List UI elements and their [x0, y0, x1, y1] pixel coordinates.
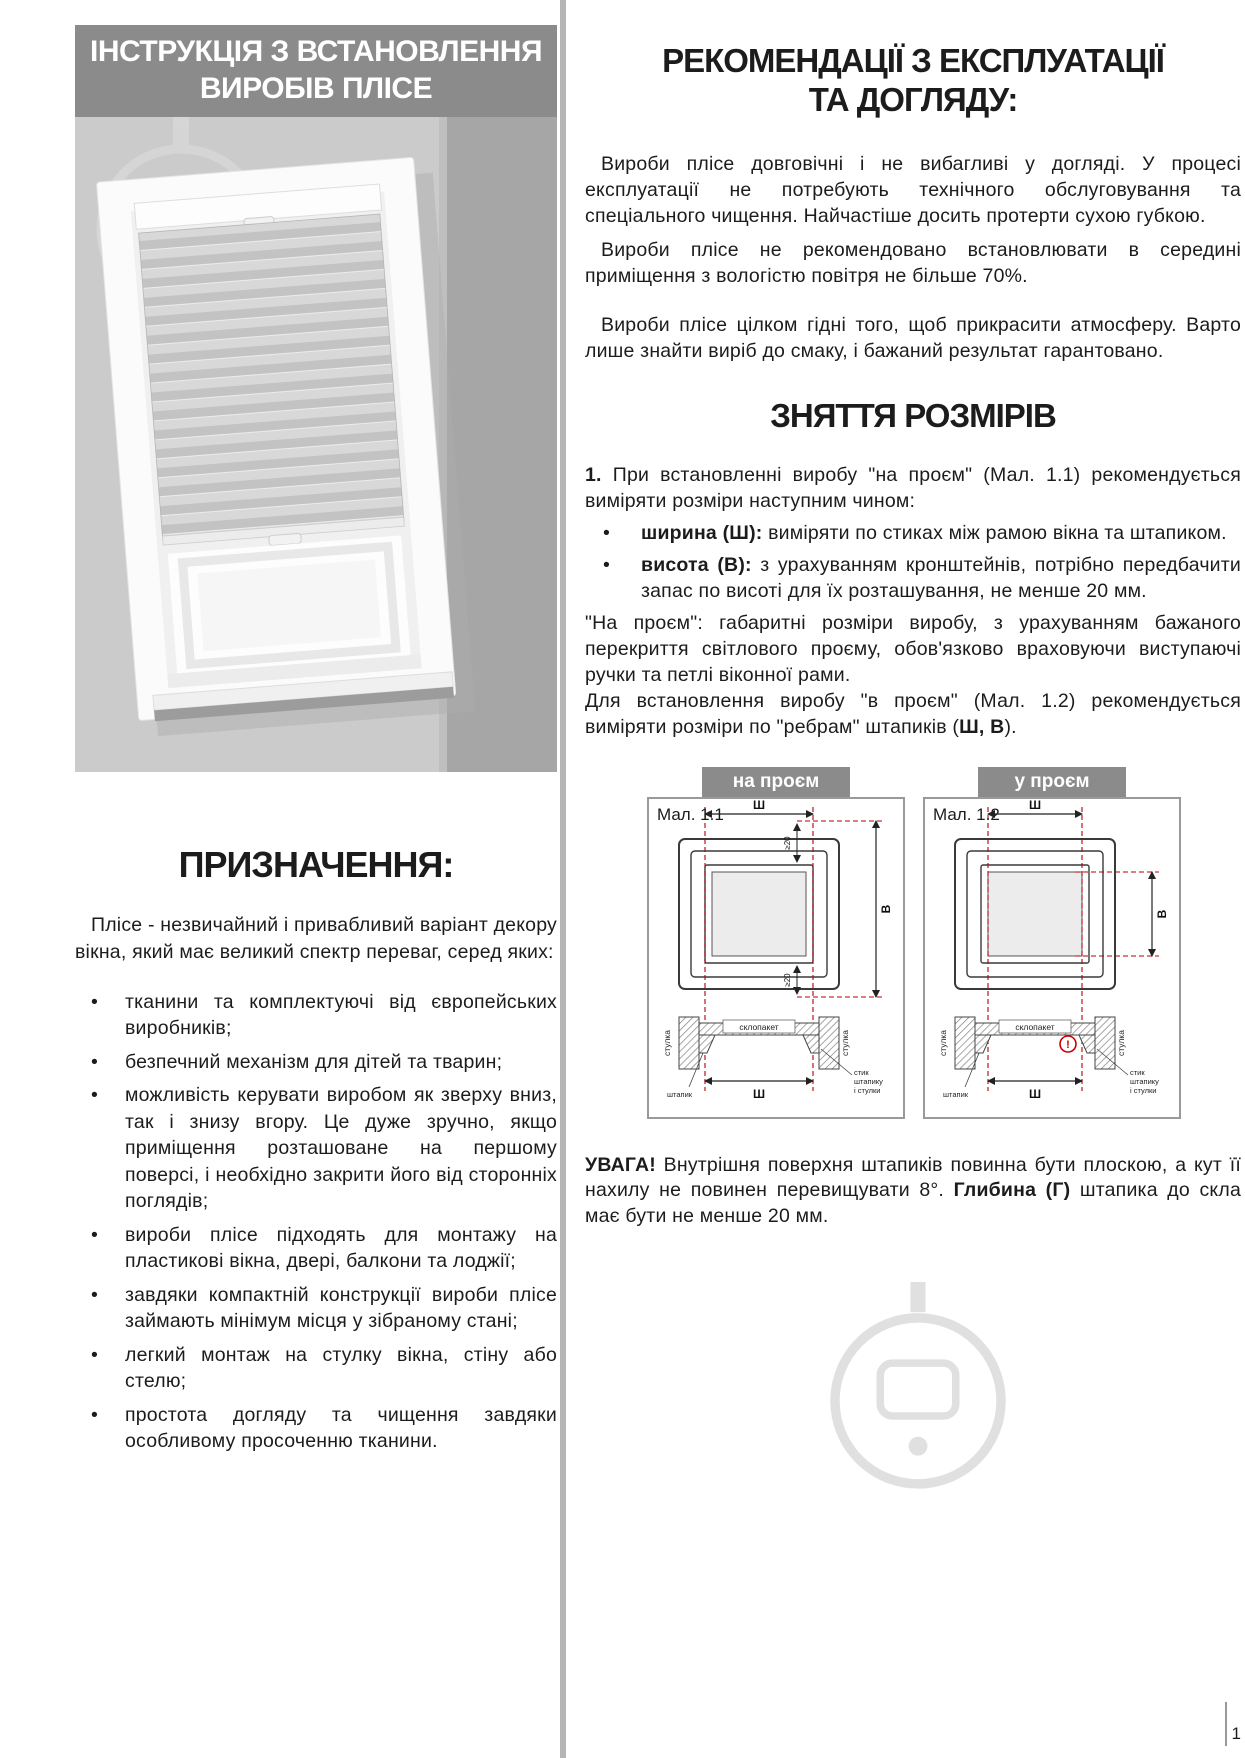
column-divider [560, 0, 566, 1758]
care-paragraph: Вироби плісе довговічні і не вибагливі у догляді. У процесі експлуатації не потребують технічного обслуговування та спеціального чищення. Найчастіше досить протерти сухою губкою. [585, 152, 1241, 227]
purpose-heading: ПРИЗНАЧЕННЯ: [178, 844, 454, 885]
sash-label: стулка [938, 1029, 948, 1056]
doc-title-line1: ІНСТРУКЦІЯ З ВСТАНОВЛЕННЯ [89, 35, 543, 69]
brand-watermark-icon [818, 1282, 1018, 1504]
step-number: 1. [585, 464, 602, 487]
diagram-na-proem [647, 767, 905, 1119]
joint-label: стик [854, 1067, 869, 1077]
care-heading [585, 42, 1241, 120]
window-photo-illustration [75, 117, 557, 772]
width-dim-label: Ш [752, 798, 766, 812]
gap-label: ≥20 [783, 835, 792, 850]
list-item: • легкий монтаж на стулку вікна, стіну або стелю; [75, 1342, 557, 1395]
care-paragraph: Вироби плісе цілком гідні того, щоб прикрасити атмосферу. Варто лише знайти виріб до смаку, і бажаний результат гарантовано. [585, 314, 1241, 363]
glass-label: склопакет [739, 1021, 779, 1032]
joint-label: і стулки [1130, 1085, 1157, 1095]
warning-mark: ! [1066, 1038, 1070, 1051]
sash-label: стулка [840, 1029, 850, 1056]
joint-label: штапику [1130, 1076, 1159, 1086]
left-column [75, 0, 557, 1462]
measure-diagram-svg [649, 799, 903, 1113]
bead-label: штапик [943, 1089, 969, 1099]
measure-paragraph: "На проєм": габаритні розміри виробу, з урахуванням бажаного перекриття світлового проєму, обов'язково враховуючи виступаючі ручки та петлі віконної рами. [585, 611, 1241, 686]
diagram-box [923, 797, 1181, 1119]
bead-label: штапик [667, 1089, 693, 1099]
care-heading-line1: РЕКОМЕНДАЦІЇ З ЕКСПЛУАТАЦІЇ [662, 42, 1164, 79]
measure-heading: ЗНЯТТЯ РОЗМІРІВ [770, 397, 1056, 435]
warning-label: УВАГА! [585, 1153, 656, 1176]
term-width: ширина (Ш): [641, 522, 763, 545]
diagram-caption: Мал. 1.1 [657, 804, 724, 824]
width-dim-label: Ш [1028, 798, 1042, 812]
glass-label: склопакет [1015, 1021, 1055, 1032]
joint-label: стик [1130, 1067, 1145, 1077]
diagrams [647, 767, 1181, 1119]
diagram-caption: Мал. 1.2 [933, 804, 1000, 824]
purpose-intro: Плісе - незвичайний і привабливий варіант декору вікна, який має великий спектр переваг, серед яких: [75, 914, 557, 964]
diagram-u-proem [923, 767, 1181, 1119]
right-column [585, 0, 1241, 1230]
measure-list [585, 521, 1241, 605]
care-heading-line2: ТА ДОГЛЯДУ: [808, 80, 1018, 118]
measure-step1: 1. При встановленні виробу "на проєм" (Мал. 1.1) рекомендується виміряти розміри наступним чином: [585, 464, 1241, 513]
cross-section [938, 1017, 1159, 1101]
diagram-header: на проєм [702, 767, 850, 797]
joint-label: штапику [854, 1076, 883, 1086]
list-item: • безпечний механізм для дітей та тварин; [75, 1049, 557, 1076]
list-item: • вироби плісе підходять для монтажу на пластикові вікна, двері, балкони та лоджії; [75, 1222, 557, 1275]
measure-diagram-svg [925, 799, 1179, 1113]
diagram-box [647, 797, 905, 1119]
diagram-header: у проєм [978, 767, 1126, 797]
cross-section [662, 1017, 883, 1101]
width-dim-label: Ш [752, 1086, 766, 1101]
width-dim-label: Ш [1028, 1086, 1042, 1101]
doc-title-line2: ВИРОБІВ ПЛІСЕ [199, 72, 433, 105]
list-item: • можливість керувати виробом як зверху вниз, так і знизу вгору. Це дуже зручно, якщо приміщення розташоване на першому поверсі, і необхідно закрити його від сторонніх поглядів; [75, 1082, 557, 1215]
joint-label: і стулки [854, 1085, 881, 1095]
footer-rule [1225, 1702, 1227, 1746]
care-paragraph: Вироби плісе не рекомендовано встановлювати в середині приміщення з вологістю повітря не більше 70%. [585, 238, 1241, 287]
height-dim-label: В [1155, 909, 1169, 918]
purpose-list [75, 989, 557, 1455]
list-item: • ширина (Ш): виміряти по стиках між рамою вікна та штапиком. [585, 521, 1241, 547]
page-number: 1 [1231, 1724, 1241, 1743]
window-front-view [955, 839, 1115, 989]
height-dim-label: В [879, 904, 893, 913]
measure-paragraph: Для встановлення виробу "в проєм" (Мал. 1.2) рекомендується виміряти розміри по "ребрам" штапиків (Ш, В). [585, 689, 1241, 738]
window-front-view [679, 839, 839, 989]
pleated-fabric [139, 214, 404, 540]
list-item: • простота догляду та чищення завдяки особливому просоченню тканини. [75, 1402, 557, 1455]
list-item: • висота (В): з урахуванням кронштейнів, потрібно передбачити запас по висоті для їх розташування, не менше 20 мм. [585, 553, 1241, 605]
page-footer [1225, 1702, 1241, 1746]
term-height: висота (В): [641, 554, 752, 577]
sash-label: стулка [662, 1029, 672, 1056]
sash-label: стулка [1116, 1029, 1126, 1056]
list-item: • тканини та комплектуючі від європейських виробників; [75, 989, 557, 1042]
doc-title [75, 25, 557, 117]
depth-term: Глибина (Г) [953, 1179, 1071, 1202]
warning-paragraph: УВАГА! Внутрішня поверхня штапиків повинна бути плоскою, а кут її нахилу не повинен перевищувати 8°. Глибина (Г) штапика до скла має бути не менше 20 мм. [585, 1153, 1241, 1228]
gap-label: ≥20 [783, 972, 792, 987]
list-item: • завдяки компактній конструкції вироби плісе займають мінімум місця у зібраному стані; [75, 1282, 557, 1335]
window-photo [75, 117, 557, 772]
window-with-pleated-blind [96, 156, 475, 738]
